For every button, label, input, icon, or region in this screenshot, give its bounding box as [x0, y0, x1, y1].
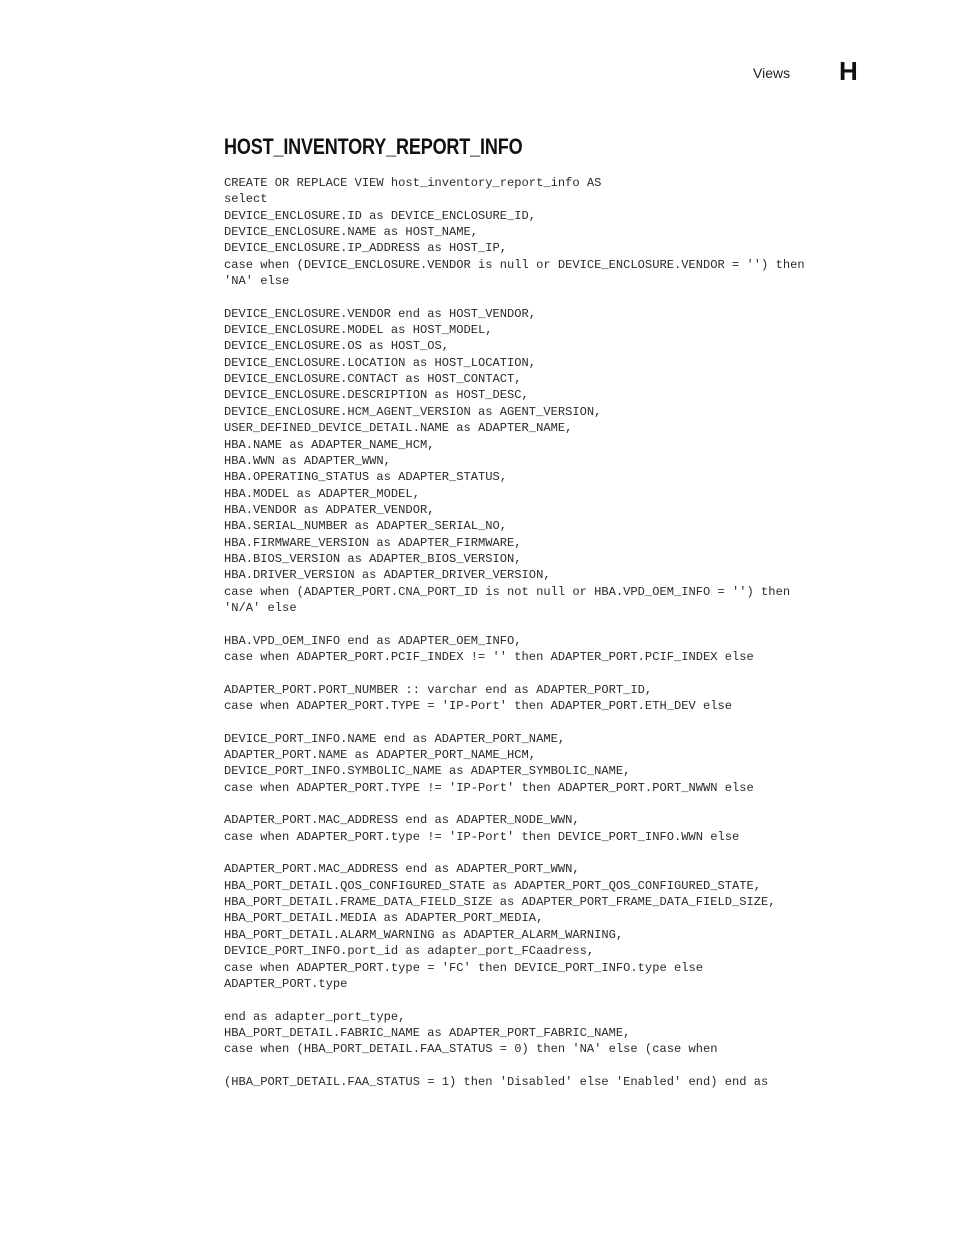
- code-line: HBA.FIRMWARE_VERSION as ADAPTER_FIRMWARE,: [224, 535, 522, 550]
- code-line: [224, 714, 805, 730]
- code-line: DEVICE_ENCLOSURE.MODEL as HOST_MODEL,: [224, 323, 493, 338]
- code-line: (HBA_PORT_DETAIL.FAA_STATUS = 1) then 'Disabled' else 'Enabled' end) end as: [224, 1074, 769, 1089]
- code-line: HBA.WWN as ADAPTER_WWN,: [224, 453, 391, 468]
- sql-code-block: [224, 175, 805, 1090]
- code-line: DEVICE_ENCLOSURE.HCM_AGENT_VERSION as AGENT_VERSION,: [224, 404, 602, 419]
- code-line: ADAPTER_PORT.MAC_ADDRESS end as ADAPTER_PORT_WWN,: [224, 862, 580, 877]
- code-line: case when ADAPTER_PORT.type != 'IP-Port' then DEVICE_PORT_INFO.WWN else: [224, 829, 740, 844]
- code-line: case when (ADAPTER_PORT.CNA_PORT_ID is not null or HBA.VPD_OEM_INFO = '') then: [224, 584, 791, 599]
- code-line: case when ADAPTER_PORT.type = 'FC' then DEVICE_PORT_INFO.type else: [224, 960, 703, 975]
- code-line: case when ADAPTER_PORT.TYPE != 'IP-Port' then ADAPTER_PORT.PORT_NWWN else: [224, 780, 754, 795]
- code-line: HBA.SERIAL_NUMBER as ADAPTER_SERIAL_NO,: [224, 519, 508, 534]
- code-line: HBA.BIOS_VERSION as ADAPTER_BIOS_VERSION,: [224, 551, 522, 566]
- code-line: select: [224, 192, 268, 207]
- code-line: DEVICE_ENCLOSURE.ID as DEVICE_ENCLOSURE_ID,: [224, 208, 537, 223]
- code-line: ADAPTER_PORT.type: [224, 976, 348, 991]
- code-line: DEVICE_ENCLOSURE.OS as HOST_OS,: [224, 339, 449, 354]
- code-line: DEVICE_ENCLOSURE.LOCATION as HOST_LOCATION,: [224, 355, 537, 370]
- code-line: case when (DEVICE_ENCLOSURE.VENDOR is null or DEVICE_ENCLOSURE.VENDOR = '') then: [224, 257, 805, 272]
- code-line: DEVICE_ENCLOSURE.IP_ADDRESS as HOST_IP,: [224, 241, 508, 256]
- code-line: HBA.MODEL as ADAPTER_MODEL,: [224, 486, 420, 501]
- code-line: HBA.VENDOR as ADPATER_VENDOR,: [224, 502, 435, 517]
- code-line: HBA_PORT_DETAIL.FRAME_DATA_FIELD_SIZE as ADAPTER_PORT_FRAME_DATA_FIELD_SIZE,: [224, 895, 776, 910]
- code-line: DEVICE_PORT_INFO.port_id as adapter_port_FCaadress,: [224, 944, 595, 959]
- code-line: HBA_PORT_DETAIL.MEDIA as ADAPTER_PORT_MEDIA,: [224, 911, 544, 926]
- code-line: case when (HBA_PORT_DETAIL.FAA_STATUS = 0) then 'NA' else (case when: [224, 1042, 718, 1057]
- code-line: ADAPTER_PORT.NAME as ADAPTER_PORT_NAME_HCM,: [224, 748, 537, 763]
- code-line: CREATE OR REPLACE VIEW host_inventory_report_info AS: [224, 176, 602, 190]
- code-line: HBA.OPERATING_STATUS as ADAPTER_STATUS,: [224, 470, 508, 485]
- code-line: DEVICE_ENCLOSURE.CONTACT as HOST_CONTACT,: [224, 372, 522, 387]
- page-title: HOST_INVENTORY_REPORT_INFO: [224, 134, 523, 159]
- code-line: DEVICE_ENCLOSURE.NAME as HOST_NAME,: [224, 225, 479, 240]
- appendix-letter: H: [839, 56, 858, 86]
- code-line: HBA_PORT_DETAIL.ALARM_WARNING as ADAPTER_ALARM_WARNING,: [224, 927, 624, 942]
- code-line: HBA_PORT_DETAIL.FABRIC_NAME as ADAPTER_PORT_FABRIC_NAME,: [224, 1025, 631, 1040]
- code-line: HBA.VPD_OEM_INFO end as ADAPTER_OEM_INFO,: [224, 633, 522, 648]
- code-line: end as adapter_port_type,: [224, 1009, 406, 1024]
- code-line: DEVICE_PORT_INFO.NAME end as ADAPTER_PORT_NAME,: [224, 731, 566, 746]
- code-line: [224, 796, 805, 812]
- code-line: [224, 665, 805, 681]
- code-line: HBA.DRIVER_VERSION as ADAPTER_DRIVER_VERSION,: [224, 568, 551, 583]
- code-line: case when ADAPTER_PORT.PCIF_INDEX != '' then ADAPTER_PORT.PCIF_INDEX else: [224, 649, 754, 664]
- code-line: [224, 992, 805, 1008]
- code-line: [224, 1058, 805, 1074]
- code-line: [224, 845, 805, 861]
- code-line: ADAPTER_PORT.MAC_ADDRESS end as ADAPTER_NODE_WWN,: [224, 813, 580, 828]
- code-line: HBA_PORT_DETAIL.QOS_CONFIGURED_STATE as ADAPTER_PORT_QOS_CONFIGURED_STATE,: [224, 878, 762, 893]
- code-line: case when ADAPTER_PORT.TYPE = 'IP-Port' then ADAPTER_PORT.ETH_DEV else: [224, 699, 733, 713]
- code-line: HBA.NAME as ADAPTER_NAME_HCM,: [224, 437, 435, 452]
- code-line: DEVICE_PORT_INFO.SYMBOLIC_NAME as ADAPTER_SYMBOLIC_NAME,: [224, 764, 631, 779]
- code-line: 'N/A' else: [224, 600, 297, 615]
- code-line: DEVICE_ENCLOSURE.DESCRIPTION as HOST_DESC,: [224, 388, 529, 403]
- code-line: DEVICE_ENCLOSURE.VENDOR end as HOST_VENDOR,: [224, 306, 537, 321]
- code-line: USER_DEFINED_DEVICE_DETAIL.NAME as ADAPTER_NAME,: [224, 421, 573, 436]
- running-header-section: Views: [753, 65, 791, 81]
- code-line: [224, 616, 805, 632]
- code-line: [224, 289, 805, 305]
- code-line: ADAPTER_PORT.PORT_NUMBER :: varchar end as ADAPTER_PORT_ID,: [224, 682, 653, 697]
- code-line: 'NA' else: [224, 274, 290, 289]
